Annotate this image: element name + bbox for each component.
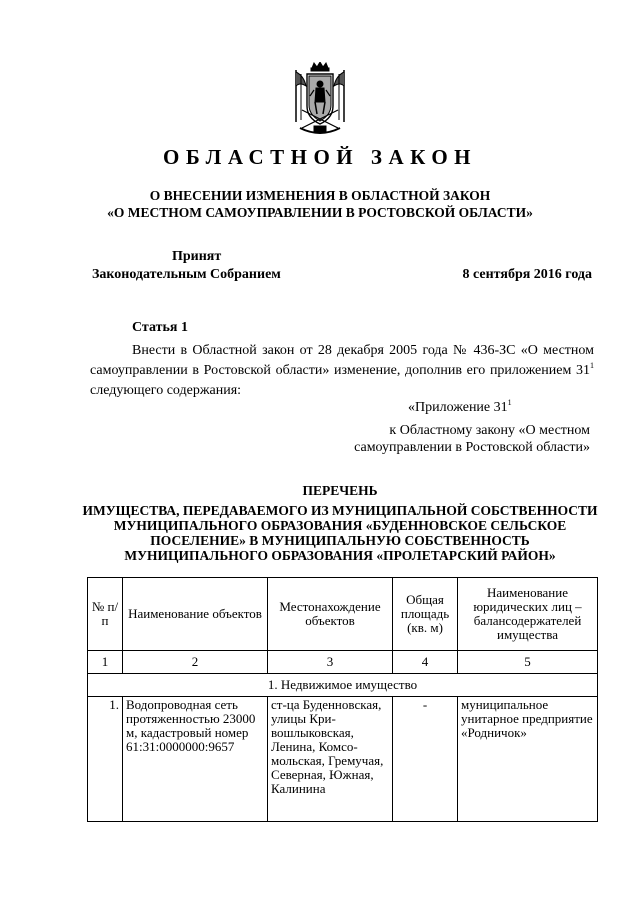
adoption-date: 8 сентября 2016 года: [462, 267, 592, 282]
appendix-reference-line: самоуправлении в Ростовской области»: [354, 440, 590, 455]
adopted-by: Законодательным Собранием: [92, 267, 281, 282]
property-table: [87, 577, 598, 822]
table-column-number: 4: [393, 651, 458, 674]
appendix-title-sup: 1: [507, 398, 512, 407]
law-subtitle-line: «О МЕСТНОМ САМОУПРАВЛЕНИИ В РОСТОВСКОЙ ОБЛАСТИ»: [107, 205, 533, 220]
list-title: ПЕРЕЧЕНЬ: [302, 483, 378, 498]
appendix-title: [408, 400, 512, 416]
article-text-sup: 1: [590, 361, 594, 370]
table-column-number: 5: [458, 651, 598, 674]
list-subtitle-line: ИМУЩЕСТВА, ПЕРЕДАВАЕМОГО ИЗ МУНИЦИПАЛЬНОЙ СОБСТВЕННОСТИ: [82, 503, 598, 518]
table-column-number: 2: [123, 651, 268, 674]
law-title: ОБЛАСТНОЙ ЗАКОН: [162, 145, 477, 169]
table-section-row: [88, 674, 598, 697]
table-cell-name: Водопроводная сеть протяженностью 23000 м, кадастровый номер 61:31:0000000:9657: [123, 697, 268, 822]
table-header-cell: Общая площадь (кв. м): [393, 578, 458, 651]
list-subtitle-line: МУНИЦИПАЛЬНОГО ОБРАЗОВАНИЯ «БУДЕННОВСКОЕ СЕЛЬСКОЕ: [113, 518, 567, 533]
adopted-label: Принят: [172, 249, 222, 264]
table-cell-number: 1.: [88, 697, 123, 822]
table-header-cell: Наименование юридических лиц – балансодержателей имущества: [458, 578, 598, 651]
table-column-number: 3: [268, 651, 393, 674]
table-header-cell: Местонахождение объектов: [268, 578, 393, 651]
table-section-title: 1. Недвижимое имущество: [88, 674, 598, 697]
article-text-part: следующего содержания:: [90, 383, 242, 398]
appendix-reference-line: к Областному закону «О местном: [389, 423, 590, 438]
law-subtitle: [0, 187, 640, 221]
list-subtitle: [60, 503, 620, 563]
table-header-cell: Наименование объектов: [123, 578, 268, 651]
table-header-row: [88, 578, 598, 651]
appendix-title-text: «Приложение 31: [408, 400, 508, 415]
list-subtitle-line: МУНИЦИПАЛЬНОГО ОБРАЗОВАНИЯ «ПРОЛЕТАРСКИЙ РАЙОН»: [124, 548, 556, 563]
coat-of-arms-emblem: [292, 62, 348, 138]
table-cell-holder: муниципальное унитарное предприятие «Родничок»: [458, 697, 598, 822]
appendix-reference: [330, 422, 590, 456]
article-text: [90, 341, 594, 401]
table-cell-location: ст-ца Буденновская, улицы Кривошлыковская, Ленина, Комсомольская, Гремучая, Северная, Южная, Калинина: [268, 697, 393, 822]
article-heading: Статья 1: [132, 320, 188, 335]
list-subtitle-line: ПОСЕЛЕНИЕ» В МУНИЦИПАЛЬНУЮ СОБСТВЕННОСТЬ: [150, 533, 530, 548]
table-cell-area: -: [393, 697, 458, 822]
law-subtitle-line: О ВНЕСЕНИИ ИЗМЕНЕНИЯ В ОБЛАСТНОЙ ЗАКОН: [149, 188, 491, 203]
table-header-cell: № п/п: [88, 578, 123, 651]
table-column-numbers-row: [88, 651, 598, 674]
article-text-part: Внести в Областной закон от 28 декабря 2005 года № 436-ЗС «О местном самоуправлении в Ростовской области» изменение, дополнив его приложением 31: [90, 343, 594, 378]
table-column-number: 1: [88, 651, 123, 674]
table-row: [88, 697, 598, 822]
